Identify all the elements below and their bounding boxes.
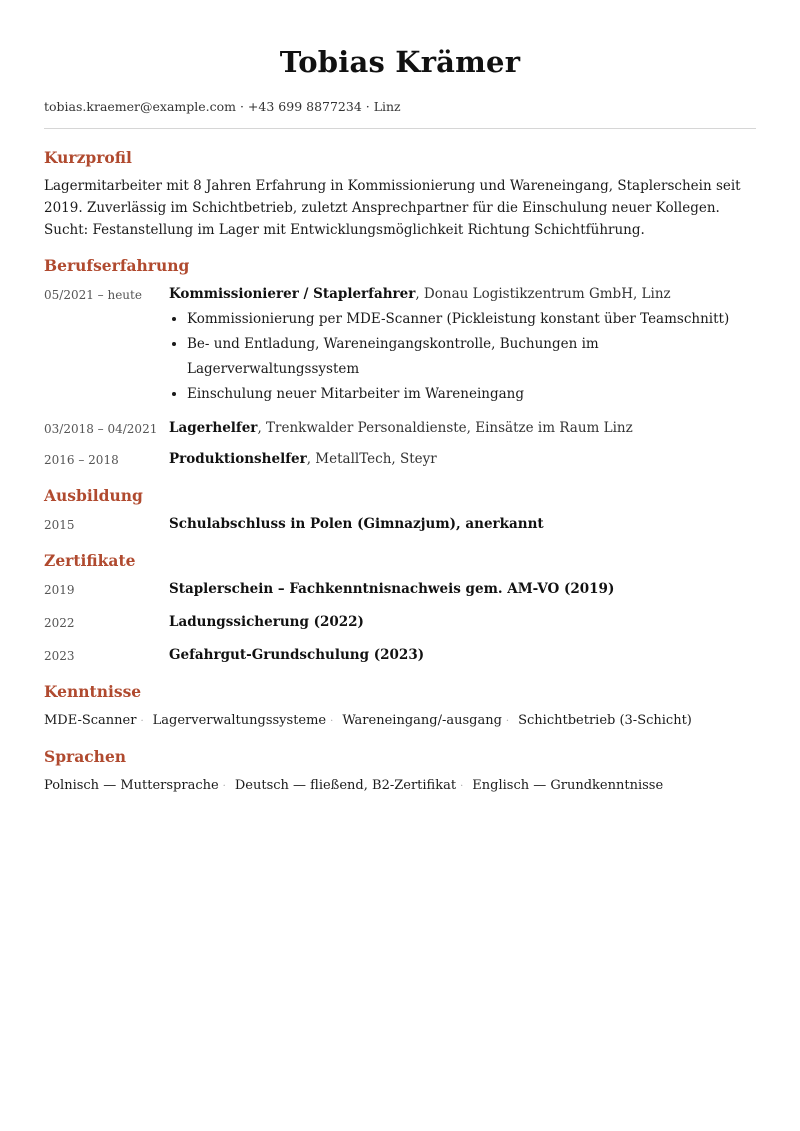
skill-item: Lagerverwaltungssysteme: [152, 713, 327, 728]
entry-role: Gefahrgut-Grundschulung (2023): [169, 647, 425, 663]
language-item: Deutsch — fließend, B2-Zertifikat: [234, 778, 457, 793]
entry-role: Lagerhelfer: [169, 420, 258, 436]
experience-entry: [44, 417, 756, 440]
language-item: Englisch — Grundkenntnisse: [472, 778, 664, 793]
entry-date: 2015: [44, 518, 75, 532]
skills-list: [44, 711, 756, 732]
experience-entry: [44, 448, 756, 471]
entry-body: [169, 644, 756, 667]
certificate-entry: [44, 611, 756, 634]
skill-item: Schichtbetrieb (3-Schicht): [518, 713, 692, 728]
entry-role: Produktionshelfer: [169, 451, 307, 467]
entry-date: 2019: [44, 583, 75, 597]
section-title-sprachen: Sprachen: [44, 747, 127, 766]
section-title-ausbildung: Ausbildung: [44, 486, 143, 505]
section-sprachen: [44, 746, 756, 797]
bullet-item: • Einschulung neuer Mitarbeiter im Wareneingang: [187, 382, 756, 407]
section-kenntnisse: [44, 681, 756, 732]
education-entry: [44, 513, 756, 536]
languages-list: [44, 776, 756, 797]
entry-org: , Trenkwalder Personaldienste, Einsätze im Raum Linz: [257, 420, 633, 436]
entry-body: [169, 611, 756, 634]
experience-entry: [44, 283, 756, 407]
entry-body: [169, 417, 756, 440]
entry-body: [169, 513, 756, 536]
section-kurzprofil: [44, 147, 756, 241]
entry-body: [169, 283, 756, 407]
language-item: Polnisch — Muttersprache: [44, 778, 219, 793]
section-title-kurzprofil: Kurzprofil: [44, 148, 132, 167]
section-berufserfahrung: [44, 255, 756, 471]
entry-role: Staplerschein – Fachkenntnisnachweis gem. AM-VO (2019): [169, 581, 615, 597]
entry-bullets: [169, 307, 756, 407]
separator-dot: ·: [140, 716, 144, 727]
separator-dot: ·: [505, 716, 510, 727]
skill-item: Wareneingang/-ausgang: [342, 713, 502, 728]
entry-role: Kommissionierer / Staplerfahrer: [169, 286, 416, 302]
bullet-item: • Be- und Entladung, Wareneingangskontrolle, Buchungen im Lagerverwaltungssystem: [187, 332, 756, 382]
section-title-berufserfahrung: Berufserfahrung: [44, 256, 190, 275]
separator-dot: ·: [222, 781, 226, 792]
section-zertifikate: [44, 550, 756, 667]
skill-item: MDE-Scanner: [44, 713, 137, 728]
candidate-name: Tobias Krämer: [279, 45, 521, 79]
entry-org: , MetallTech, Steyr: [306, 451, 437, 467]
separator-dot: ·: [460, 781, 464, 792]
entry-org: , Donau Logistikzentrum GmbH, Linz: [415, 286, 671, 302]
certificate-entry: [44, 578, 756, 601]
profile-text: Lagermitarbeiter mit 8 Jahren Erfahrung in Kommissionierung und Wareneingang, Staplerschein seit 2019. Zuverlässig im Schichtbetrieb, zuletzt Ansprechpartner für die Einschulung neuer Kollegen. Sucht: Festanstellung im Lager mit Entwicklungsmöglichkeit Richtung Schichtführung.: [44, 178, 741, 238]
section-title-zertifikate: Zertifikate: [44, 551, 136, 570]
entry-body: [169, 448, 756, 471]
entry-date: 03/2018 – 04/2021: [44, 422, 158, 436]
certificate-entry: [44, 644, 756, 667]
entry-role: Ladungssicherung (2022): [169, 614, 364, 630]
contact-line: tobias.kraemer@example.com · +43 699 8877234 · Linz: [44, 98, 756, 129]
entry-date: 05/2021 – heute: [44, 288, 142, 302]
entry-role: Schulabschluss in Polen (Gimnazjum), anerkannt: [169, 516, 544, 532]
bullet-item: • Kommissionierung per MDE-Scanner (Pickleistung konstant über Teamschnitt): [187, 307, 756, 332]
entry-date: 2016 – 2018: [44, 453, 119, 467]
entry-body: [169, 578, 756, 601]
section-title-kenntnisse: Kenntnisse: [44, 682, 142, 701]
entry-date: 2023: [44, 649, 75, 663]
separator-dot: ·: [330, 716, 334, 727]
entry-date: 2022: [44, 616, 75, 630]
section-ausbildung: [44, 485, 756, 536]
